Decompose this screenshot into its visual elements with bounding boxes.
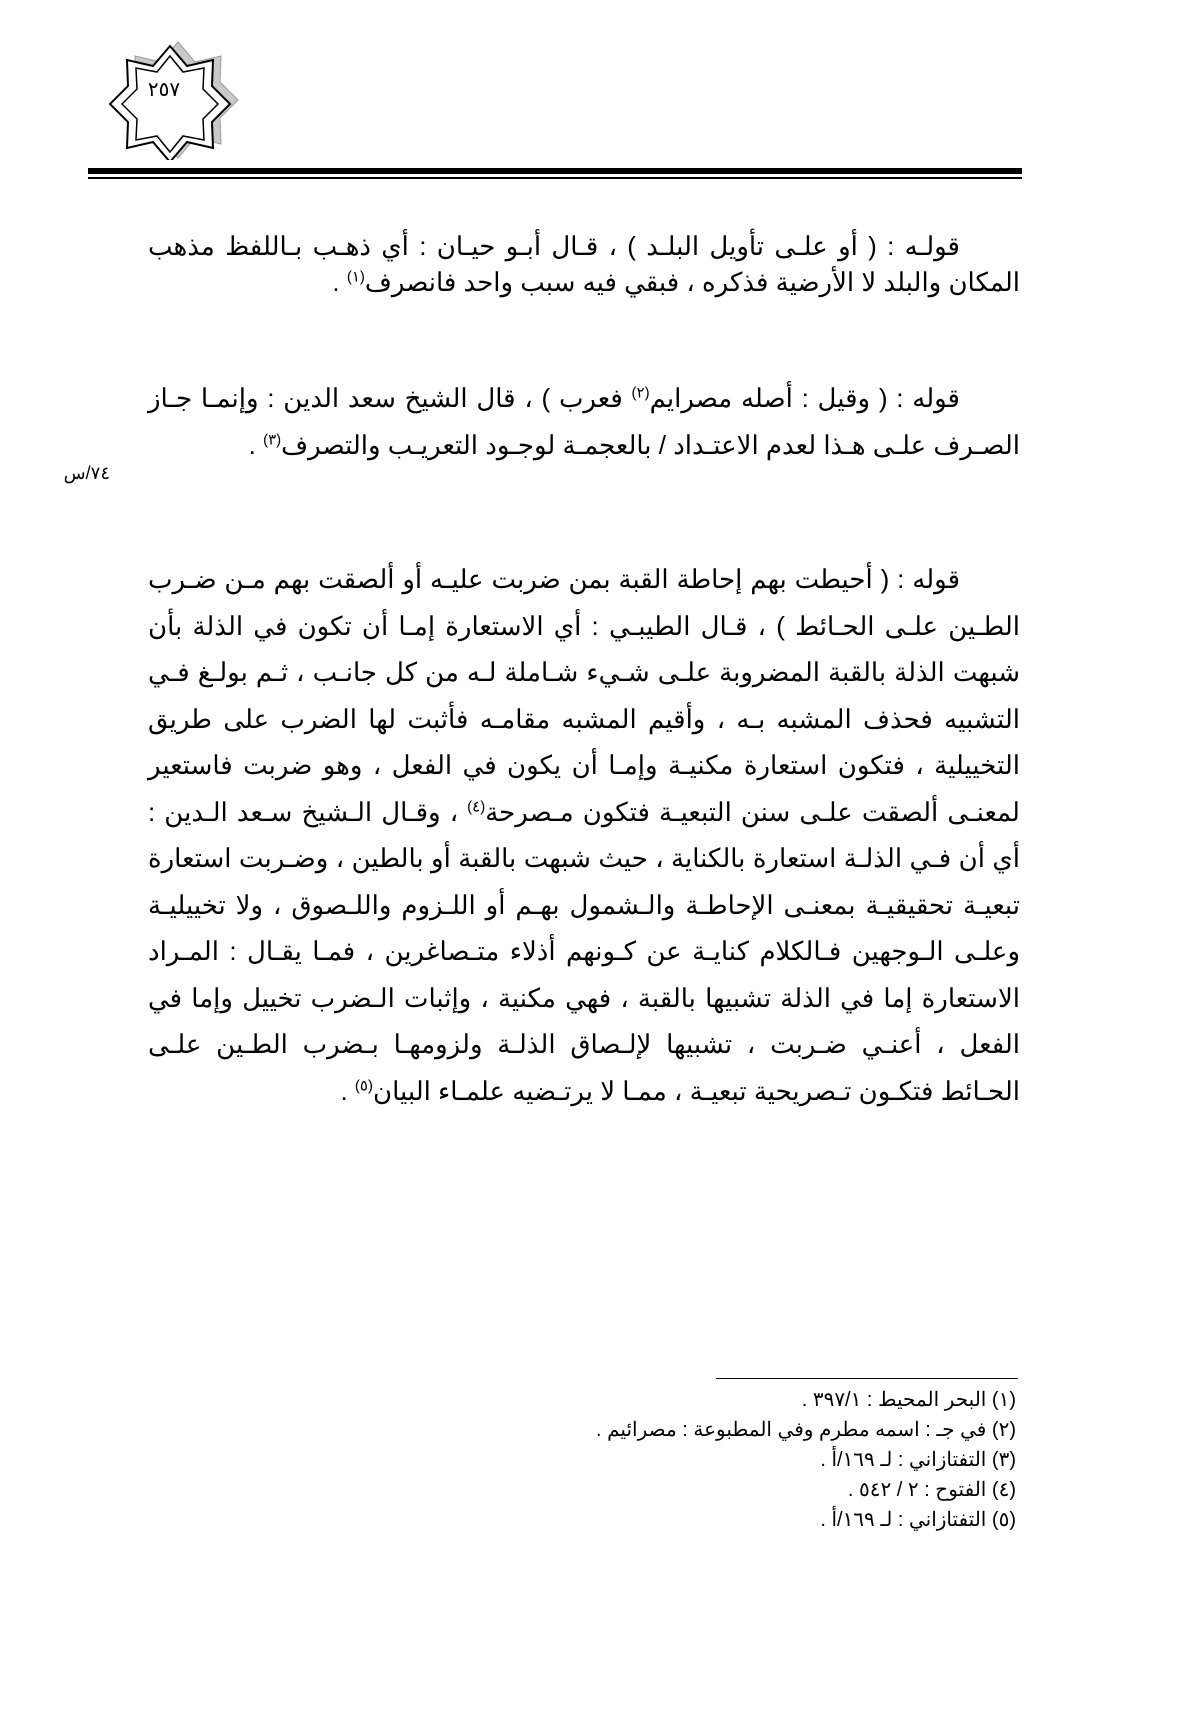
paragraph-3-text	[148, 556, 1020, 1114]
paragraph-3	[148, 556, 1020, 1114]
margin-note: ٧٤/س	[63, 463, 110, 483]
footnote-2: (٢) في جـ : اسمه مطرم وفي المطبوعة : مصرائيم .	[596, 1419, 1016, 1441]
footnote-separator	[716, 1378, 1018, 1379]
footnote-1: (١) البحر المحيط : ٣٩٧/١ .	[801, 1389, 1016, 1411]
footnote-ref-3[interactable]: (٣)	[263, 431, 282, 449]
header-rule-thin	[88, 177, 1022, 179]
paragraph-1	[148, 228, 1020, 300]
footnotes	[300, 1385, 1016, 1535]
paragraph-2	[148, 375, 1020, 469]
star-frame-outer	[110, 46, 230, 160]
paragraph-2-segment-1: قوله : ( وقيل : أصله مصرايم	[649, 383, 960, 413]
page-number: ٢٥٧	[147, 77, 181, 101]
paragraph-2-segment-2: فعرب ) ، قال الشيخ سعد الدين : وإنمـا جـاز الصـرف علـى هـذا لعدم الاعتـداد / بالعجمـة لوجـود التعريـب والتصرف	[148, 383, 1020, 460]
paragraph-3-segment-1: قوله : ( أحيطت بهم إحاطة القبة بمن ضربت عليـه أو ألصقت بهم مـن ضـرب الطـين علـى الحـائط ) ، قـال الطيبـي : أي الاستعارة إمـا أن تكون في الذلة بأن شبهت الذلة بالقبة المضروبة علـى شـيء شـاملة لـه من كل جانـب ، ثـم بولـغ فـي التشبيه فحذف المشبه بـه ، وأقيم المشبه مقامـه فأثبت لها الضرب على طريق التخييلية ، فتكون استعارة مكنيـة وإمـا أن يكون في الفعل ، وهو ضربت فاستعير لمعنـى ألصقت علـى سنن التبعيـة فتكون مـصرحة	[148, 564, 1020, 827]
footnote-ref-2[interactable]: (٢)	[631, 384, 650, 402]
footnote-ref-1[interactable]: (١)	[346, 268, 365, 286]
paragraph-3-segment-2: ، وقـال الـشيخ سـعد الـدين : أي أن فـي الذلـة استعارة بالكناية ، حيث شبهت بالقبة أو بالطين ، وضـربت استعارة تبعيـة تحقيقيـة بمعنـى الإحاطـة والـشمول بهـم أو اللـزوم واللـصوق ، ولا تخييليـة وعلـى الـوجهين فـالكلام كنايـة عن كـونهم أذلاء متـصاغرين ، فمـا يقـال : المـراد الاستعارة إما في الذلة تشبيها بالقبة ، فهي مكنية ، وإثبات الـضرب تخييل وإما في الفعل ، أعنـي ضـربت ، تشبيها لإلـصاق الذلـة ولزومهـا بـضرب الطـين علـى الحـائط فتكـون تـصريحية تبعيـة ، ممـا لا يرتـضيه علمـاء البيان	[148, 796, 1020, 1106]
footnote-ref-5[interactable]: (٥)	[354, 1076, 373, 1094]
header-rule-thick	[88, 168, 1022, 174]
paragraph-3-tail: .	[340, 1075, 355, 1106]
paragraph-1-text	[148, 228, 1020, 300]
footnote-5: (٥) التفتازاني : لـ ١٦٩/أ .	[820, 1509, 1016, 1531]
footnote-ref-4[interactable]: (٤)	[467, 797, 486, 815]
paragraph-2-tail: .	[248, 430, 264, 460]
footnote-4: (٤) الفتوح : ٢ / ٥٤٢ .	[847, 1479, 1016, 1501]
paragraph-1-tail: .	[332, 267, 347, 297]
footnote-3: (٣) التفتازاني : لـ ١٦٩/أ .	[820, 1449, 1016, 1471]
paragraph-1-segment: قولـه : ( أو علـى تأويل البلـد ) ، قـال أبـو حيـان : أي ذهـب بـاللفظ مذهب المكان والبلد لا الأرضية فذكره ، فبقي فيه سبب واحد فانصرف	[148, 231, 1020, 297]
paragraph-2-text	[148, 375, 1020, 469]
